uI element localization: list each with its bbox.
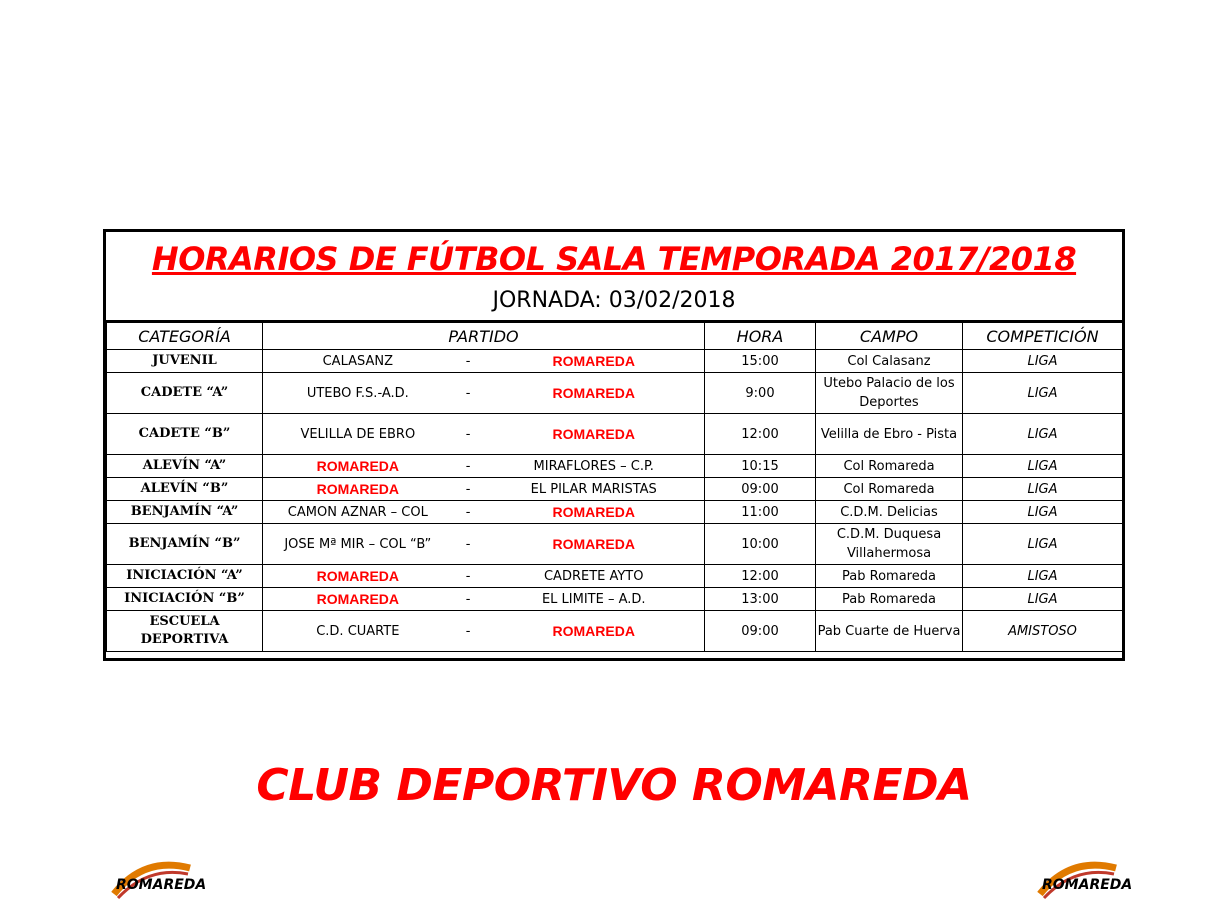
venue-cell: Velilla de Ebro - Pista [816,414,963,455]
away-team: ROMAREDA [552,425,635,442]
category-cell: ALEVÍN “A” [107,455,263,478]
match-cell [263,565,705,588]
competition-cell: LIGA [963,501,1123,524]
time-cell: 10:15 [705,455,816,478]
away-team: ROMAREDA [552,535,635,552]
category-cell: JUVENIL [107,350,263,373]
time-cell: 15:00 [705,350,816,373]
time-cell: 09:00 [705,478,816,501]
table-row [107,501,1123,524]
match-separator: - [465,385,471,401]
venue-cell: Col Romareda [816,455,963,478]
match-cell [263,414,705,455]
column-header-competicion: COMPETICIÓN [963,323,1123,350]
match-separator: - [465,623,471,639]
category-cell: INICIACIÓN “B” [107,588,263,611]
home-team: ROMAREDA [316,567,400,584]
away-team: ROMAREDA [552,503,635,520]
jornada-date: JORNADA: 03/02/2018 [492,288,736,313]
match [263,352,704,371]
schedule-rows [107,350,1123,652]
away-team: ROMAREDA [552,352,635,369]
table-row [107,611,1123,652]
match-cell [263,373,705,414]
match-cell [263,455,705,478]
schedule-sheet [103,229,1125,661]
match-cell [263,611,705,652]
match [263,590,704,609]
time-cell: 11:00 [705,501,816,524]
home-team: ROMAREDA [316,457,400,474]
category-cell: BENJAMÍN “B” [107,524,263,565]
competition-cell: LIGA [963,455,1123,478]
match [263,457,704,476]
column-header-campo: CAMPO [816,323,963,350]
column-header-categoria: CATEGORÍA [107,323,263,350]
match-cell [263,524,705,565]
schedule-table [106,322,1123,652]
home-team: VELILLA DE EBRO [300,426,416,442]
venue-cell: Pab Romareda [816,565,963,588]
logo-text: ROMAREDA [1042,877,1133,893]
column-header-hora: HORA [705,323,816,350]
table-row [107,455,1123,478]
away-team: ROMAREDA [552,622,635,639]
time-cell: 12:00 [705,414,816,455]
time-cell: 10:00 [705,524,816,565]
venue-cell: Col Romareda [816,478,963,501]
match-separator: - [465,481,471,497]
column-header-partido: PARTIDO [263,323,705,350]
venue-cell: C.D.M. Delicias [816,501,963,524]
home-team: UTEBO F.S.-A.D. [306,385,409,401]
table-row [107,478,1123,501]
table-row [107,588,1123,611]
match [263,622,704,641]
romareda-logo-icon [1030,854,1133,893]
category-cell: CADETE “B” [107,414,263,455]
match-separator: - [465,504,471,520]
match-cell [263,588,705,611]
competition-cell: LIGA [963,524,1123,565]
home-team: CAMON AZNAR – COL [287,504,428,520]
category-cell: BENJAMÍN “A” [107,501,263,524]
competition-cell: LIGA [963,478,1123,501]
match-separator: - [465,426,471,442]
table-row [107,373,1123,414]
match [263,480,704,499]
match [263,503,704,522]
table-row [107,350,1123,373]
away-team: ROMAREDA [552,384,635,401]
logo-text: ROMAREDA [116,877,207,893]
venue-cell: C.D.M. Duquesa Villahermosa [816,524,963,565]
venue-cell: Col Calasanz [816,350,963,373]
match [263,425,704,444]
page-title: HORARIOS DE FÚTBOL SALA TEMPORADA 2017/2018 [151,240,1077,278]
match [263,384,704,403]
competition-cell: LIGA [963,414,1123,455]
competition-cell: LIGA [963,350,1123,373]
away-team: CADRETE AYTO [543,568,644,584]
match-cell [263,478,705,501]
match [263,567,704,586]
competition-cell: AMISTOSO [963,611,1123,652]
match-cell [263,501,705,524]
match-separator: - [465,458,471,474]
match-separator: - [465,568,471,584]
match [263,535,704,554]
table-header-row [107,323,1123,350]
table-row [107,524,1123,565]
match-separator: - [465,353,471,369]
venue-cell: Pab Romareda [816,588,963,611]
table-row [107,414,1123,455]
romareda-logo-icon [104,854,207,893]
category-cell: CADETE “A” [107,373,263,414]
category-cell: ESCUELA DEPORTIVA [107,611,263,652]
home-team: CALASANZ [322,353,394,369]
home-team: ROMAREDA [316,590,400,607]
venue-cell: Pab Cuarte de Huerva [816,611,963,652]
home-team: C.D. CUARTE [316,623,400,639]
match-cell [263,350,705,373]
time-cell: 9:00 [705,373,816,414]
table-row [107,565,1123,588]
club-name: CLUB DEPORTIVO ROMAREDA [256,760,972,811]
time-cell: 12:00 [705,565,816,588]
home-team: ROMAREDA [316,480,400,497]
away-team: MIRAFLORES – C.P. [533,458,654,474]
match-separator: - [465,536,471,552]
match-separator: - [465,591,471,607]
category-cell: INICIACIÓN “A” [107,565,263,588]
title-block [106,232,1122,322]
time-cell: 13:00 [705,588,816,611]
venue-cell: Utebo Palacio de los Deportes [816,373,963,414]
competition-cell: LIGA [963,588,1123,611]
home-team: JOSE Mª MIR – COL “B” [284,536,432,552]
away-team: EL PILAR MARISTAS [530,481,657,497]
competition-cell: LIGA [963,373,1123,414]
competition-cell: LIGA [963,565,1123,588]
time-cell: 09:00 [705,611,816,652]
category-cell: ALEVÍN “B” [107,478,263,501]
away-team: EL LIMITE – A.D. [541,591,646,607]
